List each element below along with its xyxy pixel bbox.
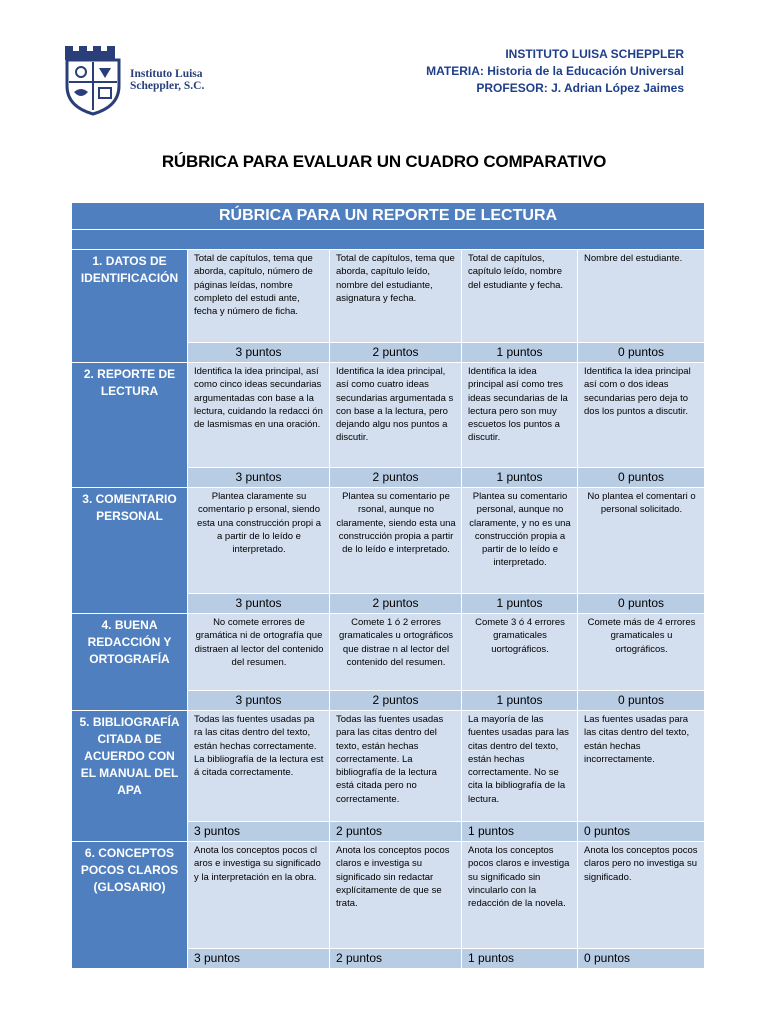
points-cell: 2 puntos [330, 468, 462, 488]
page-title: RÚBRICA PARA EVALUAR UN CUADRO COMPARATIVO [161, 152, 607, 171]
table-row [72, 842, 705, 949]
table-title: RÚBRICA PARA UN REPORTE DE LECTURA [72, 203, 705, 230]
rubric-cell: Identifica la idea principal así com o dos ideas secundarias pero deja to dos los puntos a discutir. [578, 363, 705, 468]
criterion-cell: 6. CONCEPTOS POCOS CLAROS (GLOSARIO) [72, 842, 188, 969]
points-cell: 0 puntos [578, 594, 705, 614]
points-cell: 0 puntos [578, 468, 705, 488]
rubric-cell: Todas las fuentes usadas para las citas dentro del texto, están hechas correctamente. La bibliografía de la lectura está citada pero no correctamente. [330, 711, 462, 822]
rubric-cell: Anota los conceptos pocos claros e investiga su significado sin redactar explícitamente de que se trata. [330, 842, 462, 949]
rubric-cell: Total de capítulos, capítulo leído, nombre del estudiante y fecha. [462, 250, 578, 343]
institute-name: INSTITUTO LUISA SCHEPPLER [505, 47, 684, 61]
document-header [426, 46, 684, 97]
points-cell: 2 puntos [330, 691, 462, 711]
points-cell: 0 puntos [578, 822, 705, 842]
table-row [72, 614, 705, 691]
points-cell: 2 puntos [330, 594, 462, 614]
table-row [72, 711, 705, 822]
points-cell: 1 puntos [462, 594, 578, 614]
table-row [72, 488, 705, 594]
points-cell: 3 puntos [188, 691, 330, 711]
rubric-cell: Identifica la idea principal, así como cuatro ideas secundarias argumentada s con base a la lectura, pero dejando algu nos puntos a discutir. [330, 363, 462, 468]
rubric-cell: La mayoría de las fuentes usadas para las citas dentro del texto, están hechas correctamente. No se cita la bibliografía de la lectura. [462, 711, 578, 822]
points-cell: 3 puntos [188, 343, 330, 363]
rubric-cell: Comete 3 ó 4 errores gramaticales uortográficos. [462, 614, 578, 691]
rubric-cell: Total de capítulos, tema que aborda, capítulo leído, nombre del estudiante, asignatura y fecha. [330, 250, 462, 343]
criterion-cell: 4. BUENA REDACCIÓN Y ORTOGRAFÍA [72, 614, 188, 711]
points-cell: 3 puntos [188, 594, 330, 614]
rubric-cell: No comete errores de gramática ni de ortografía que distraen al lector del contenido del resumen. [188, 614, 330, 691]
criterion-cell: 1. DATOS DE IDENTIFICACIÓN [72, 250, 188, 363]
rubric-cell: Plantea su comentario pe rsonal, aunque no claramente, siendo esta una construcción propia a partir de lo leído e interpretado. [330, 488, 462, 594]
rubric-cell: Anota los conceptos pocos claros pero no investiga su significado. [578, 842, 705, 949]
points-cell: 0 puntos [578, 343, 705, 363]
logo-text-line1: Instituto Luisa [130, 68, 203, 80]
subject-line: MATERIA: Historia de la Educación Universal [426, 64, 684, 78]
criterion-cell: 5. BIBLIOGRAFÍA CITADA DE ACUERDO CON EL MANUAL DEL APA [72, 711, 188, 842]
rubric-cell: No plantea el comentari o personal solicitado. [578, 488, 705, 594]
points-cell: 1 puntos [462, 822, 578, 842]
shield-crest-icon [62, 44, 124, 116]
rubric-cell: Identifica la idea principal así como tres ideas secundarias de la lectura pero son muy escuetos los puntos a discutir. [462, 363, 578, 468]
rubric-cell: Anota los conceptos pocos cl aros e investiga su significado y la interpretación en la obra. [188, 842, 330, 949]
rubric-cell: Todas las fuentes usadas pa ra las citas dentro del texto, están hechas correctamente. La bibliografía de la lectura est á citada correctamente. [188, 711, 330, 822]
points-cell: 3 puntos [188, 949, 330, 969]
rubric-cell: Comete más de 4 errores gramaticales u ortográficos. [578, 614, 705, 691]
rubric-cell: Las fuentes usadas para las citas dentro del texto, están hechas incorrectamente. [578, 711, 705, 822]
rubric-cell: Plantea su comentario personal, aunque no claramente, y no es una construcción propia a partir de lo leído e interpretado. [462, 488, 578, 594]
rubric-cell: Identifica la idea principal, así como cinco ideas secundarias argumentadas con base a la lectura, cuidando la redacci ón de lasmismas en una oración. [188, 363, 330, 468]
rubric-table [71, 202, 705, 969]
rubric-cell: Anota los conceptos pocos claros e investiga su significado sin vincularlo con la redacción de la novela. [462, 842, 578, 949]
criterion-cell: 3. COMENTARIO PERSONAL [72, 488, 188, 614]
points-cell: 3 puntos [188, 468, 330, 488]
points-cell: 1 puntos [462, 949, 578, 969]
rubric-cell: Total de capítulos, tema que aborda, capítulo, número de páginas leídas, nombre completo del estudi ante, fecha y número de ficha. [188, 250, 330, 343]
rubric-cell: Nombre del estudiante. [578, 250, 705, 343]
table-title-row [72, 203, 705, 230]
table-spacer-row [72, 230, 705, 250]
points-cell: 2 puntos [330, 822, 462, 842]
points-cell: 0 puntos [578, 949, 705, 969]
points-cell: 0 puntos [578, 691, 705, 711]
points-cell: 1 puntos [462, 343, 578, 363]
teacher-line: PROFESOR: J. Adrian López Jaimes [476, 81, 684, 95]
institute-logo [62, 44, 212, 116]
rubric-cell: Plantea claramente su comentario p ersonal, siendo esta una construcción propi a a partir de lo leído e interpretado. [188, 488, 330, 594]
points-cell: 1 puntos [462, 691, 578, 711]
logo-text-line2: Scheppler, S.C. [130, 80, 205, 92]
points-cell: 3 puntos [188, 822, 330, 842]
table-row [72, 363, 705, 468]
points-cell: 2 puntos [330, 343, 462, 363]
logo-text [130, 68, 204, 92]
table-row [72, 250, 705, 343]
criterion-cell: 2. REPORTE DE LECTURA [72, 363, 188, 488]
points-cell: 2 puntos [330, 949, 462, 969]
rubric-cell: Comete 1 ó 2 errores gramaticales u ortográficos que distrae n al lector del contenido del resumen. [330, 614, 462, 691]
points-cell: 1 puntos [462, 468, 578, 488]
